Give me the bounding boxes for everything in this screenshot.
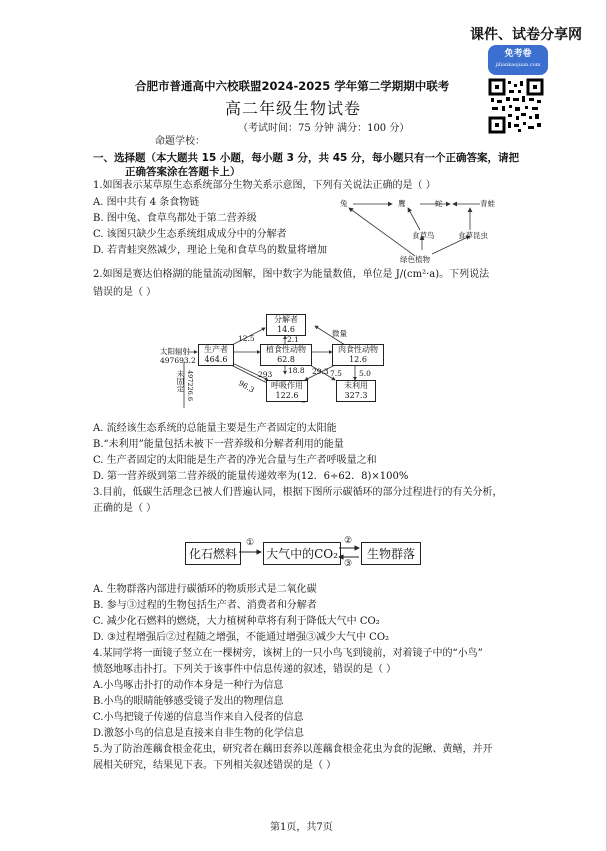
q3-stem: 3.目前，低碳生活理念已被人们普遍认同，根据下图所示碳循环的部分过程进行的有关分析， [93,487,503,498]
q2-flow-18-8: 18.8 [288,366,305,375]
watermark-logo-sub: jiliankaojuan.com [495,62,541,68]
watermark-site: 课件、试卷分享网 [470,27,582,43]
q2-respiration-value: 122.6 [275,391,299,400]
qr-code-icon [488,78,544,134]
q2-sun-unfixed [176,370,185,393]
q2-unused-label: 未利用 [344,381,368,390]
q3-process-1: ① [246,538,255,548]
watermark-logo-text: 免考卷 [504,49,532,59]
q2-herbivore-label: 植食性动物 [266,345,306,354]
q2-node-herbivore [260,344,312,366]
q2-decomposer-label: 分解者 [274,315,298,324]
q2-sun-unfixed-label: 未固定 [176,370,185,393]
q1-node-rabbit: 兔 [340,199,348,208]
q4-option-b: B.小鸟的眼睛能够感受镜子发出的物理信息 [93,696,284,707]
q2-herbivore-value: 62.8 [277,355,295,364]
q2-option-d: D. 第一营养级到第二营养级的能量传递效率为(12．6÷62．8)×100% [93,471,409,482]
q1-option-c: C. 该图只缺少生态系统组成成分中的分解者 [93,229,287,240]
q2-flow-5-0: 5.0 [359,369,371,378]
page-number: 第1页，共7页 [270,822,333,833]
q2-flow-7-5: 7.5 [330,369,342,378]
q3-carbon-cycle-diagram [185,538,425,574]
q1-node-bird: 食草鸟 [412,231,435,240]
q2-sun-label: 太阳辐射 [160,347,190,356]
q1-option-a: A. 图中共有 4 条食物链 [93,197,200,208]
q2-option-a: A. 流经该生态系统的总能量主要是生产者固定的太阳能 [93,423,337,434]
q1-node-snake: 蛇 [435,199,443,208]
q2-flow-293: 293 [258,370,273,379]
q2-node-carnivore [332,344,384,366]
q4-option-d: D.激怒小鸟的信息是直接来自非生物的化学信息 [93,728,304,739]
q3-option-b: B. 参与③过程的生物包括生产者、消费者和分解者 [93,600,317,611]
q5-stem-cont: 展相关研究，结果见下表。下列相关叙述错误的是（ ） [93,760,337,771]
q4-option-a: A.小鸟啄击扑打的动作本身是一种行为信息 [93,680,284,691]
q2-sun-value: 497693.2 [160,356,196,365]
q2-stem-cont: 错误的是（ ） [93,287,157,298]
q5-stem: 5.为了防治莲藕食根金花虫，研究者在藕田套养以莲藕食根金花虫为食的泥鳅、黄鳝，并开 [93,744,493,755]
exam-school: 命题学校： [155,136,205,147]
q2-carnivore-value: 12.6 [349,355,367,364]
q1-food-web-diagram [340,192,530,264]
q3-option-d: D. ③过程增强后②过程随之增强，不能通过增强③减少大气中 CO₂ [93,632,390,643]
q1-node-hawk: 鹰 [398,199,406,208]
q3-box-community: 生物群落 [361,542,421,565]
q2-stem: 2.如图是赛达伯格湖的能量流动图解，图中数字为能量数值，单位是 J/(cm²·a)。下列说法 [93,269,490,280]
q2-option-c: C. 生产者固定的太阳能是生产者的净光合量与生产者呼吸量之和 [93,455,377,466]
q2-carnivore-label: 肉食性动物 [338,345,378,354]
q2-flow-96-3: 96.3 [236,378,256,395]
exam-name: 合肥市普通高中六校联盟2024-2025 学年第二学期期中联考 [135,79,450,93]
q3-stem-cont: 正确的是（ ） [93,503,157,514]
q2-flow-12-5: 12.5 [238,334,255,343]
q1-stem: 1.如图表示某草原生态系统部分生物关系示意图，下列有关说法正确的是（ ） [93,180,436,191]
q4-stem: 4.某同学将一面镜子竖立在一棵树旁，该树上的一只小鸟飞到镜前，对着镜子中的“小鸟” [93,648,483,659]
exam-meta: （考试时间：75 分钟 满分：100 分） [238,123,410,134]
q1-node-insect: 食草昆虫 [458,231,488,240]
q2-unused-value: 327.3 [344,391,368,400]
q2-flow-trace: 微量 [332,329,347,338]
q2-flow-29-3: 29.3 [312,367,329,376]
q2-producer-value: 464.6 [204,355,228,364]
q3-process-2: ② [344,536,353,546]
q2-flow-2-1: 2.1 [287,335,299,344]
q2-respiration-label: 呼吸作用 [271,381,303,390]
q2-producer-label: 生产者 [204,345,228,354]
page-title: 高二年级生物试卷 [225,99,362,118]
q1-option-d: D. 若青蛙突然减少，理论上兔和食草鸟的数量将增加 [93,245,328,256]
q2-energy-flow-diagram [160,312,420,412]
q3-option-c: C. 减少化石燃料的燃烧，大力植树种草将有利于降低大气中 CO₂ [93,616,380,627]
q4-option-c: C.小鸟把镜子传递的信息当作来自入侵者的信息 [93,712,304,723]
q4-stem-cont: 愤怒地啄击扑打。下列关于该事件中信息传递的叙述，错误的是（ ） [93,664,397,675]
q1-node-frog: 青蛙 [480,199,495,208]
q3-box-atmosphere-co2: 大气中的CO₂ [263,542,341,565]
watermark-logo [488,45,548,75]
section-heading: 一、选择题（本大题共 15 小题，每小题 3 分，共 45 分，每小题只有一个正确答案，请把 [93,152,519,164]
q2-node-decomposer [266,314,306,336]
q3-process-3: ③ [344,559,353,569]
q1-node-plant: 绿色植物 [400,255,430,264]
q2-option-b: B.“未利用”能量包括未被下一营养级和分解者利用的能量 [93,439,344,450]
q3-box-fossil-fuel: 化石燃料 [185,542,241,565]
q2-node-unused [336,380,376,402]
q2-sun-unfixed-value: 497226.6 [186,370,194,402]
q3-option-a: A. 生物群落内部进行碳循环的物质形式是二氧化碳 [93,584,317,595]
q2-node-respiration [266,380,308,402]
q2-decomposer-value: 14.6 [277,325,295,334]
q2-node-producer [198,344,234,366]
q1-option-b: B. 图中兔、食草鸟都处于第二营养级 [93,213,257,224]
section-heading-cont: 正确答案涂在答题卡上） [125,166,241,178]
